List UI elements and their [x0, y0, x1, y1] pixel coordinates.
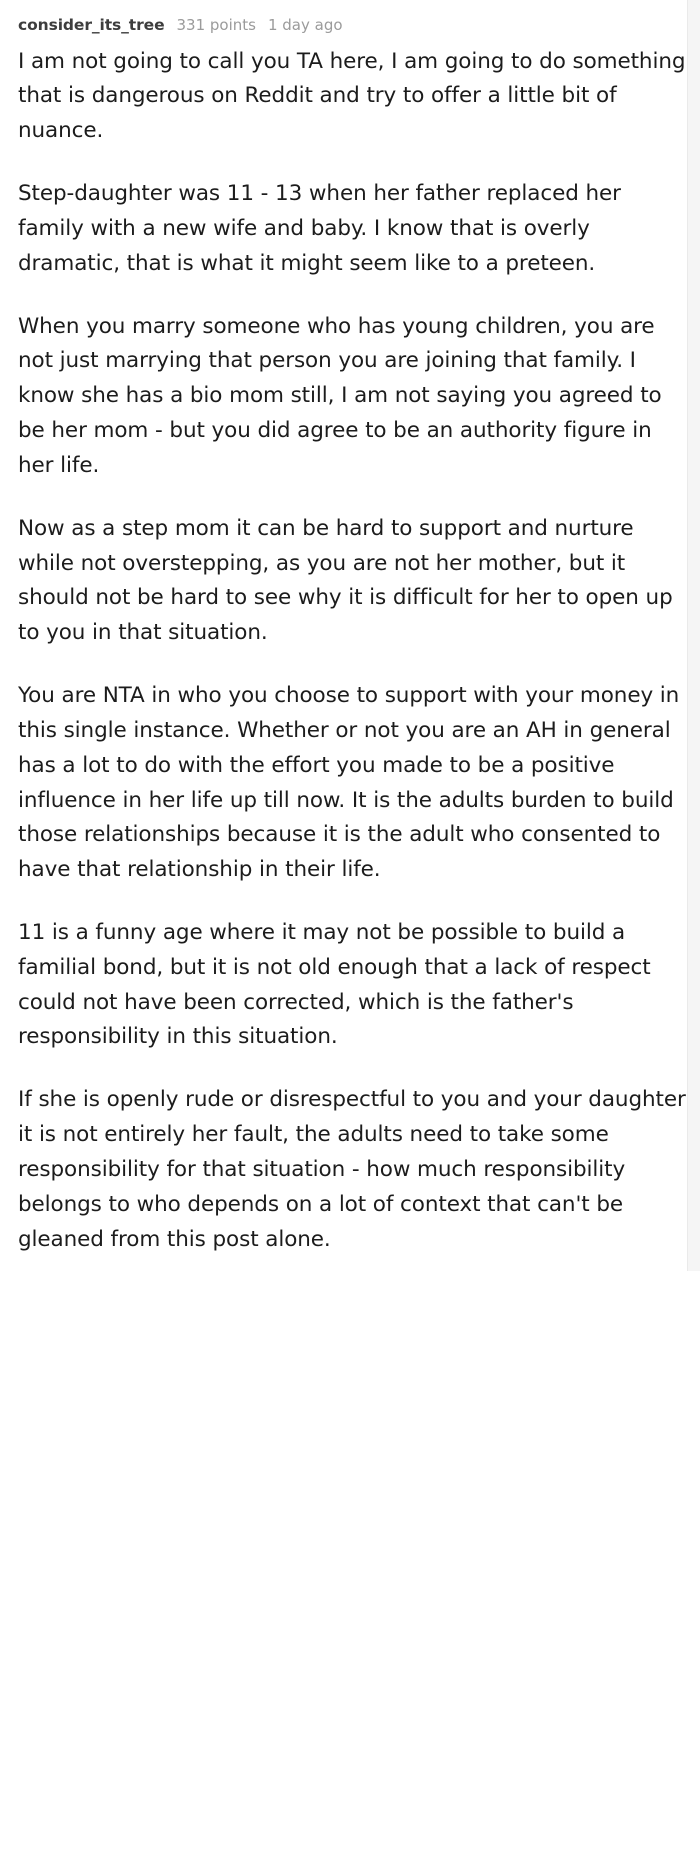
comment-timestamp: 1 day ago	[267, 16, 343, 34]
comment-paragraph: I am not going to call you TA here, I am going to do something that is dangerous on Reddit and try to offer a little bit of nuance.	[18, 48, 686, 144]
comment-paragraph: If she is openly rude or disrespectful to you and your daughter it is not entirely her fault, the adults need to take some responsibility for that situation - how much responsibility belongs to who depends on a lot of context that can't be gleaned from this post alone.	[18, 1087, 686, 1252]
comment-body	[18, 45, 686, 1258]
comment-author[interactable]: consider_its_tree	[18, 16, 165, 34]
comment-paragraph: 11 is a funny age where it may not be possible to build a familial bond, but it is not old enough that a lack of respect could not have been corrected, which is the father's responsibility in this situation.	[18, 919, 651, 1050]
comment-paragraph: Now as a step mom it can be hard to support and nurture while not overstepping, as you are not her mother, but it should not be hard to see why it is difficult for her to open up to you in that situation.	[18, 515, 673, 646]
comment-meta	[18, 16, 686, 35]
comment-paragraph: You are NTA in who you choose to support with your money in this single instance. Whether or not you are an AH in general has a lot to do with the effort you made to be a positive influence in her life up till now. It is the adults burden to build those relationships because it is the adult who consented to have that relationship in their life.	[18, 683, 680, 883]
comment-paragraph: When you marry someone who has young children, you are not just marrying that person you are joining that family. I know she has a bio mom still, I am not saying you agreed to be her mom - but you did agree to be an authority figure in her life.	[18, 313, 662, 478]
comment-score: 331 points	[176, 16, 256, 34]
comment-paragraph: Step-daughter was 11 - 13 when her father replaced her family with a new wife and baby. I know that is overly dramatic, that is what it might seem like to a preteen.	[18, 181, 621, 276]
